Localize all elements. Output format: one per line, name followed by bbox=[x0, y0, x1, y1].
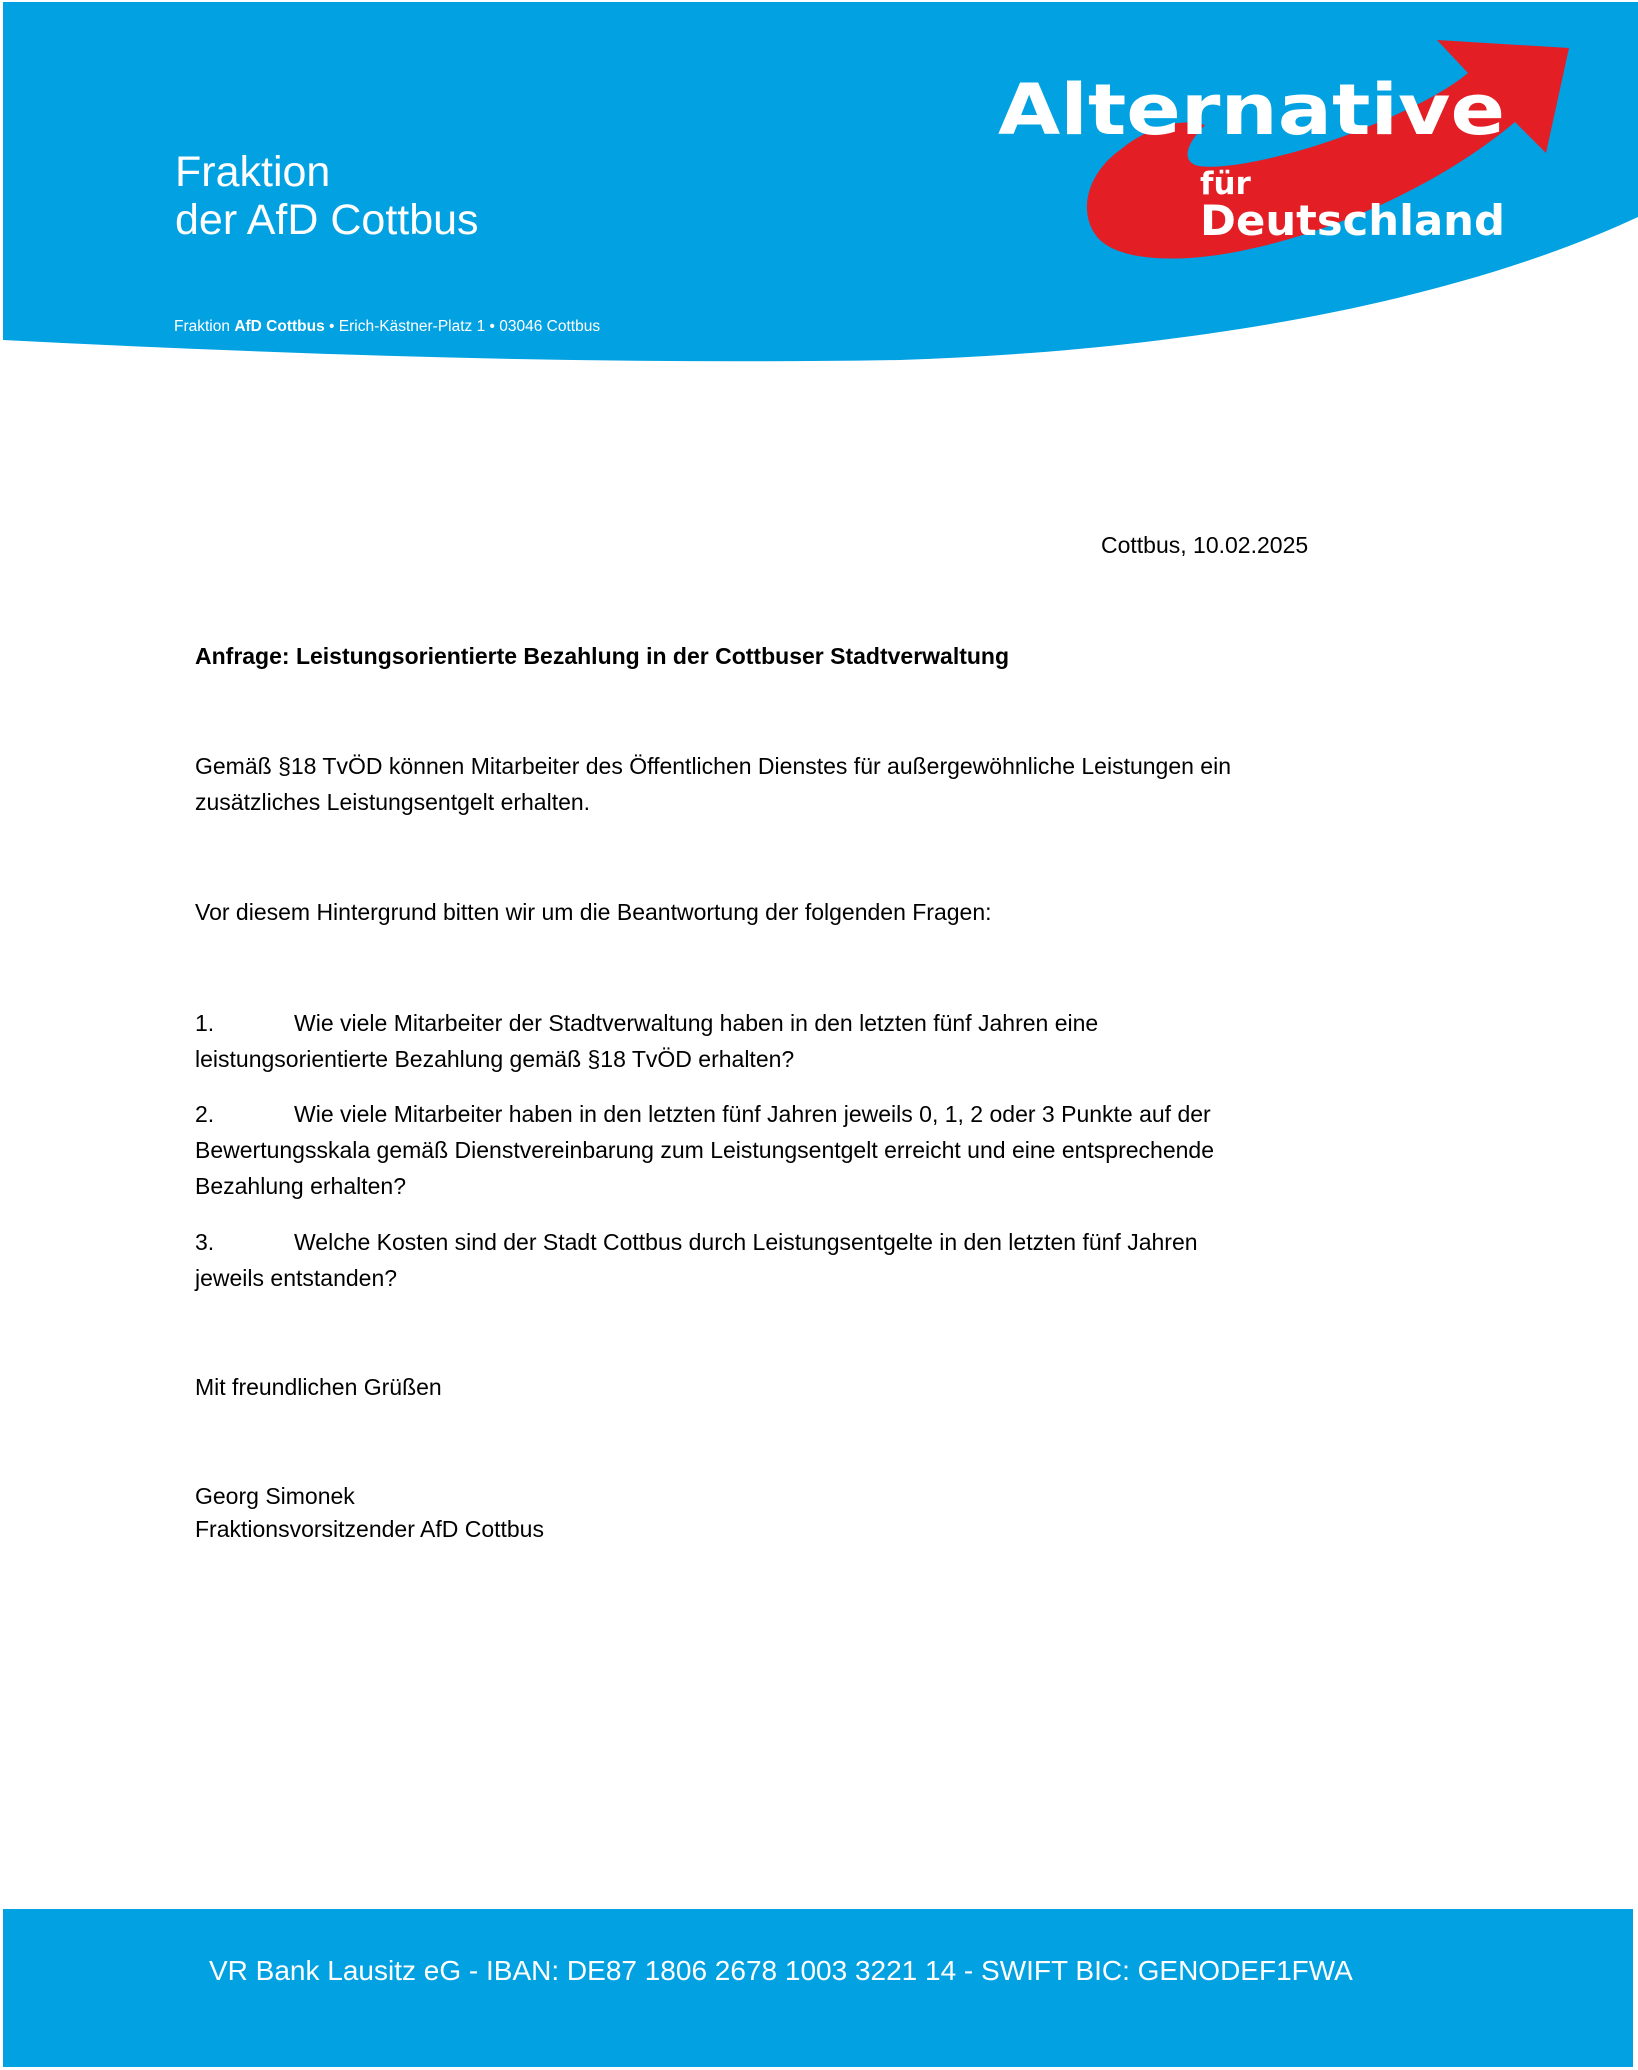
logo-word-alternative: Alternative bbox=[998, 69, 1505, 151]
question-item bbox=[195, 1224, 1198, 1296]
question-number: 2. bbox=[195, 1101, 215, 1127]
lead-paragraph: Vor diesem Hintergrund bitten wir um die Beantwortung der folgenden Fragen: bbox=[195, 899, 992, 925]
header-title-line1: Fraktion bbox=[175, 148, 331, 196]
question-line: Bezahlung erhalten? bbox=[195, 1173, 406, 1199]
intro-line: Gemäß §18 TvÖD können Mitarbeiter des Öffentlichen Dienstes für außergewöhnliche Leistungen ein bbox=[195, 753, 1231, 779]
intro-paragraph bbox=[195, 748, 1231, 820]
letter-date: Cottbus, 10.02.2025 bbox=[1101, 532, 1309, 558]
question-line: Wie viele Mitarbeiter der Stadtverwaltung haben in den letzten fünf Jahren eine bbox=[294, 1010, 1099, 1036]
intro-line: zusätzliches Leistungsentgelt erhalten. bbox=[195, 789, 591, 815]
question-number: 1. bbox=[195, 1010, 215, 1036]
address-prefix: Fraktion bbox=[174, 318, 230, 335]
question-number: 3. bbox=[195, 1229, 215, 1255]
logo-word-fuer: für bbox=[1200, 166, 1251, 202]
question-item bbox=[195, 1005, 1098, 1077]
address-bold: AfD Cottbus bbox=[234, 318, 325, 335]
address-rest: • Erich-Kästner-Platz 1 • 03046 Cottbus bbox=[329, 318, 601, 335]
question-line: Wie viele Mitarbeiter haben in den letzten fünf Jahren jeweils 0, 1, 2 oder 3 Punkte auf der bbox=[294, 1101, 1211, 1127]
footer-bank-details: VR Bank Lausitz eG - IBAN: DE87 1806 2678 1003 3221 14 - SWIFT BIC: GENODEF1FWA bbox=[209, 1955, 1353, 1986]
question-line: jeweils entstanden? bbox=[195, 1265, 398, 1291]
question-line: leistungsorientierte Bezahlung gemäß §18 TvÖD erhalten? bbox=[195, 1046, 795, 1072]
question-line: Bewertungsskala gemäß Dienstvereinbarung zum Leistungsentgelt erreicht und eine entsprechende bbox=[195, 1137, 1214, 1163]
signer-title: Fraktionsvorsitzender AfD Cottbus bbox=[195, 1516, 544, 1542]
header-title-line2: der AfD Cottbus bbox=[175, 196, 479, 244]
logo-word-deutschland: Deutschland bbox=[1200, 196, 1505, 245]
header-address bbox=[174, 318, 600, 336]
question-line: Welche Kosten sind der Stadt Cottbus durch Leistungsentgelte in den letzten fünf Jahren bbox=[294, 1229, 1198, 1255]
signature-block bbox=[195, 1480, 544, 1546]
signer-name: Georg Simonek bbox=[195, 1483, 355, 1509]
closing: Mit freundlichen Grüßen bbox=[195, 1374, 442, 1400]
footer-banner bbox=[3, 1909, 1633, 2067]
letter-subject: Anfrage: Leistungsorientierte Bezahlung in der Cottbuser Stadtverwaltung bbox=[195, 643, 1010, 669]
question-item bbox=[195, 1096, 1214, 1204]
